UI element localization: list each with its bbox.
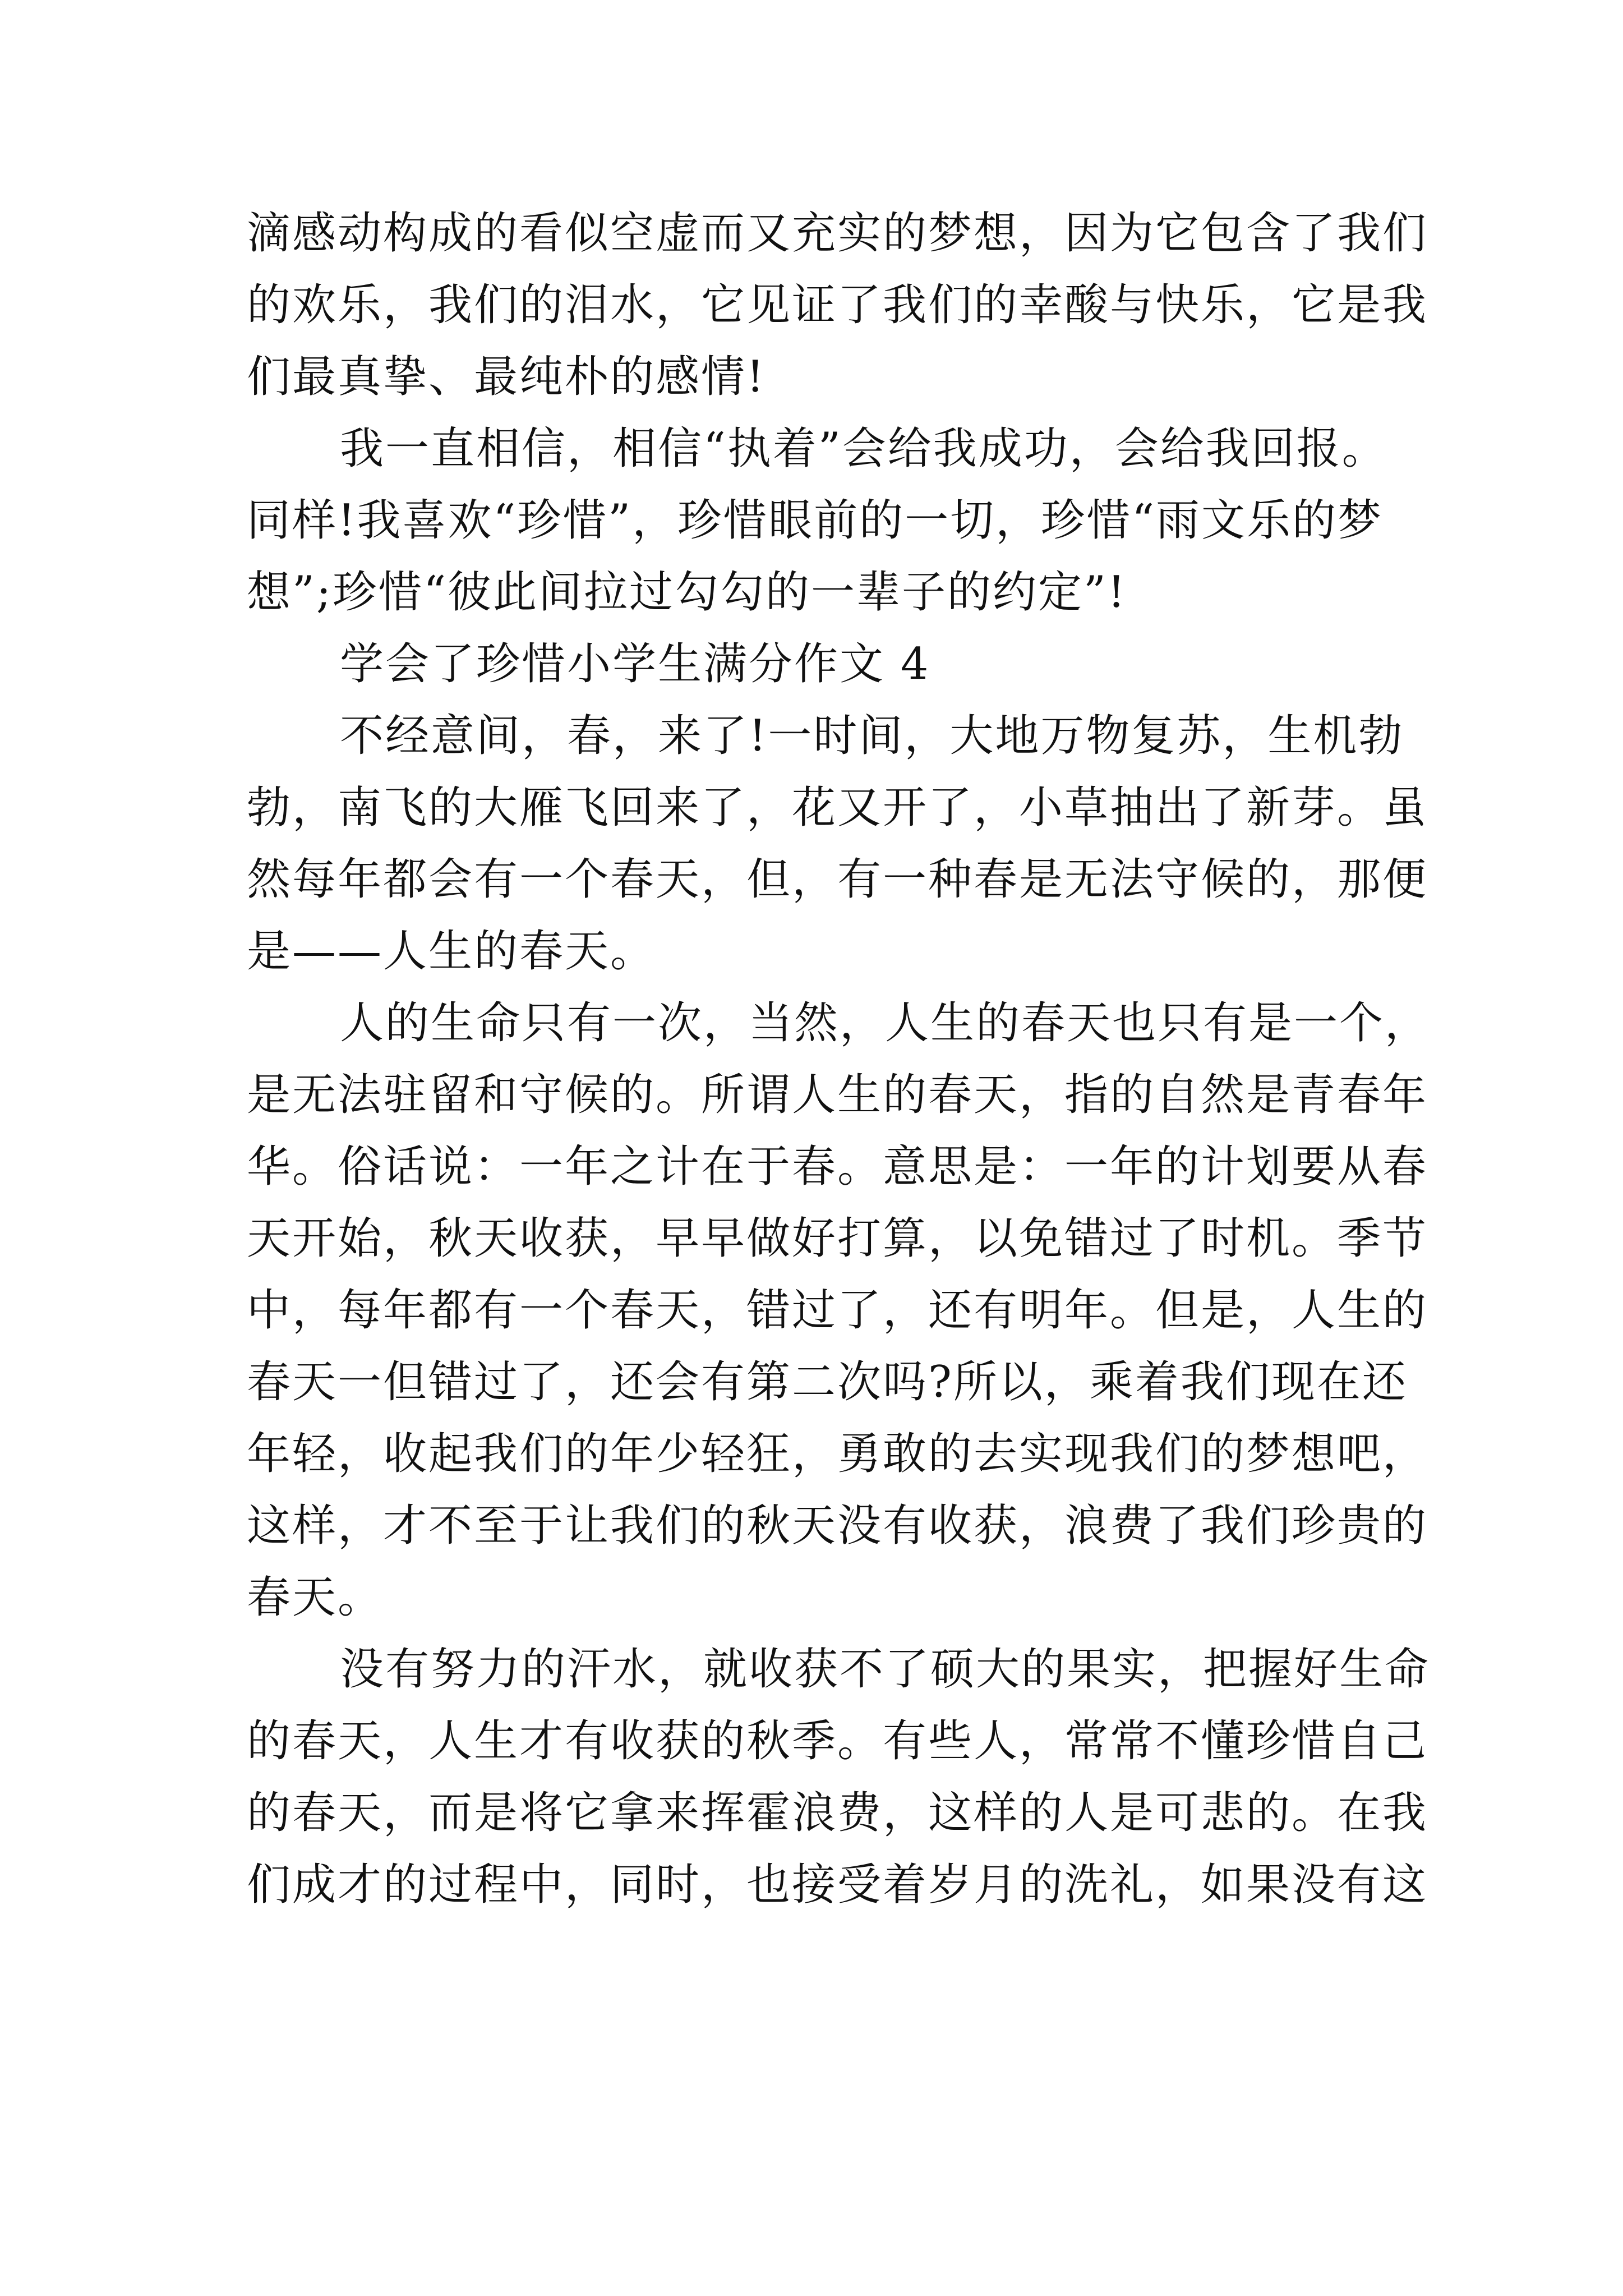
text-line: 华。俗话说：一年之计在于春。意思是：一年的计划要从春	[247, 1142, 1428, 1192]
document-body	[247, 197, 1431, 1921]
text-line: 的春天，人生才有收获的秋季。有些人，常常不懂珍惜自己	[247, 1716, 1428, 1766]
text-line: 春天。	[247, 1572, 384, 1623]
text-line: 然每年都会有一个春天，但，有一种春是无法守候的，那便	[247, 854, 1428, 905]
text-line: 的欢乐，我们的泪水，它见证了我们的幸酸与快乐，它是我	[247, 280, 1428, 330]
section-heading: 学会了珍惜小学生满分作文 4	[340, 639, 930, 689]
text-line: 天开始，秋天收获，早早做好打算，以免错过了时机。季节	[247, 1213, 1428, 1264]
text-line: 的春天，而是将它拿来挥霍浪费，这样的人是可悲的。在我	[247, 1788, 1428, 1838]
text-line: 春天一但错过了，还会有第二次吗?所以，乘着我们现在还	[247, 1357, 1408, 1407]
text-line: 勃，南飞的大雁飞回来了，花又开了，小草抽出了新芽。虽	[247, 783, 1428, 833]
text-line: 是无法驻留和守候的。所谓人生的春天，指的自然是青春年	[247, 1070, 1428, 1120]
text-line: 中，每年都有一个春天，错过了，还有明年。但是，人生的	[247, 1285, 1428, 1336]
paragraph-first-line: 我一直相信，相信“执着”会给我成功，会给我回报。	[340, 424, 1387, 474]
text-line: 们成才的过程中，同时，也接受着岁月的洗礼，如果没有这	[247, 1860, 1428, 1910]
paragraph-first-line: 不经意间，春，来了!一时间，大地万物复苏，生机勃	[340, 711, 1404, 761]
text-line: 想”;珍惜“彼此间拉过勾勾的一辈子的约定”!	[247, 567, 1127, 618]
text-line: 们最真挚、最纯朴的感情!	[247, 352, 766, 402]
paragraph-first-line: 没有努力的汗水，就收获不了硕大的果实，把握好生命	[340, 1644, 1431, 1695]
text-line: 是——人生的春天。	[247, 926, 656, 977]
text-line: 同样!我喜欢“珍惜”，珍惜眼前的一切，珍惜“雨文乐的梦	[247, 495, 1383, 546]
text-line: 滴感动构成的看似空虚而又充实的梦想，因为它包含了我们	[247, 208, 1428, 259]
text-line: 这样，才不至于让我们的秋天没有收获，浪费了我们珍贵的	[247, 1501, 1428, 1551]
text-line: 年轻，收起我们的年少轻狂，勇敢的去实现我们的梦想吧，	[247, 1429, 1428, 1479]
paragraph-first-line: 人的生命只有一次，当然，人生的春天也只有是一个，	[340, 998, 1431, 1048]
